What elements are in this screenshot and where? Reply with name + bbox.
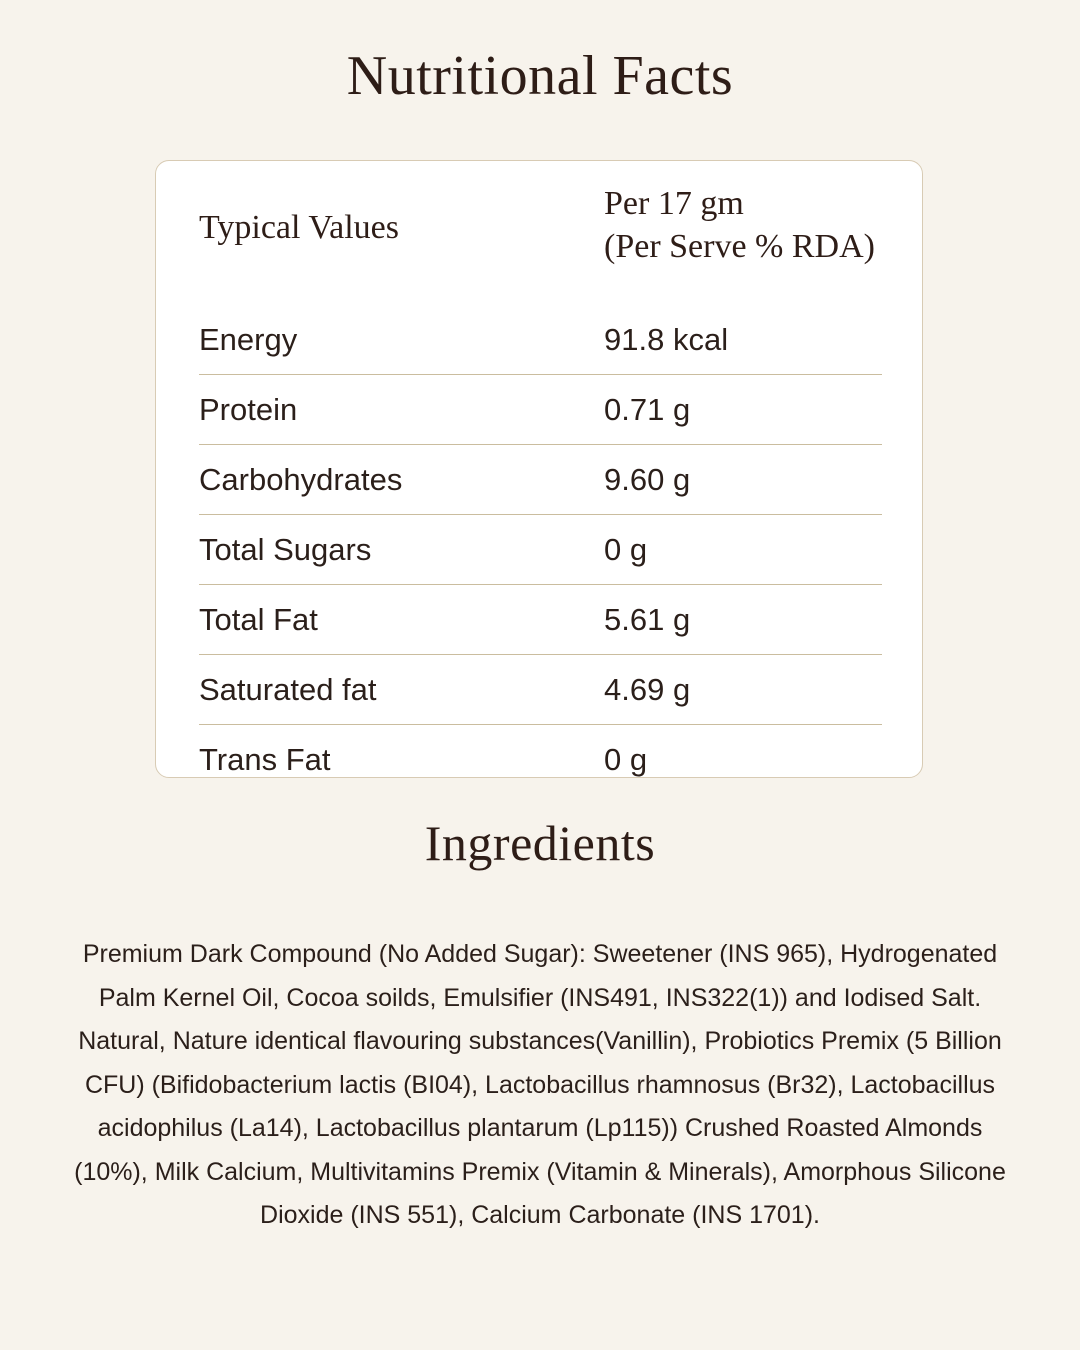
column-header-per-serve-line2: (Per Serve % RDA) (604, 227, 875, 265)
ingredients-heading: Ingredients (424, 815, 656, 871)
nutrient-value: 5.61 g (604, 585, 882, 655)
table-row (199, 725, 882, 795)
page-title: Nutritional Facts (346, 45, 734, 107)
column-header-typical-values (199, 161, 604, 305)
nutrient-value: 9.60 g (604, 445, 882, 515)
table-row (199, 305, 882, 375)
nutrient-label: Energy (199, 322, 298, 357)
nutrient-value: 4.69 g (604, 655, 882, 725)
nutrient-value: 0 g (604, 725, 882, 795)
nutrient-label: Total Sugars (199, 515, 604, 585)
table-row (199, 515, 882, 585)
nutrient-label: Protein (199, 375, 604, 445)
nutrient-label: Carbohydrates (199, 445, 604, 515)
nutrient-value: 0.71 g (604, 375, 882, 445)
nutrition-facts-card (155, 160, 923, 778)
column-header-per-serve-line1: Per 17 gm (604, 185, 744, 222)
nutrient-label: Total Fat (199, 585, 604, 655)
nutrition-table-body (199, 305, 882, 794)
nutrient-label: Saturated fat (199, 655, 604, 725)
nutrient-value: 91.8 kcal (604, 322, 729, 357)
table-header-row (199, 161, 882, 305)
nutrition-table (199, 161, 882, 794)
nutrition-table-header (199, 161, 882, 305)
column-header-typical-values-label: Typical Values (199, 209, 399, 246)
nutrition-card-inner (156, 161, 922, 794)
table-row (199, 585, 882, 655)
table-row (199, 655, 882, 725)
nutrient-value: 0 g (604, 515, 882, 585)
column-header-per-serve (604, 161, 882, 305)
table-row (199, 445, 882, 515)
ingredients-text: Premium Dark Compound (No Added Sugar): Sweetener (INS 965), Hydrogenated Palm Kernel Oil, Cocoa soilds, Emulsifier (INS491, INS322(1)) and Iodised Salt. Natural, Nature identical flavouring substances(Vanillin), Probiotics Premix (5 Billion CFU) (Bifidobacterium lactis (BI04), Lactobacillus rhamnosus (Br32), Lactobacillus acidophilus (La14), Lactobacillus plantarum (Lp115)) Crushed Roasted Almonds (10%), Milk Calcium, Multivitamins Premix (Vitamin & Minerals), Amorphous Silicone Dioxide (INS 551), Calcium Carbonate (INS 1701). (74, 940, 1006, 1229)
table-row (199, 375, 882, 445)
nutrient-label: Trans Fat (199, 725, 604, 795)
